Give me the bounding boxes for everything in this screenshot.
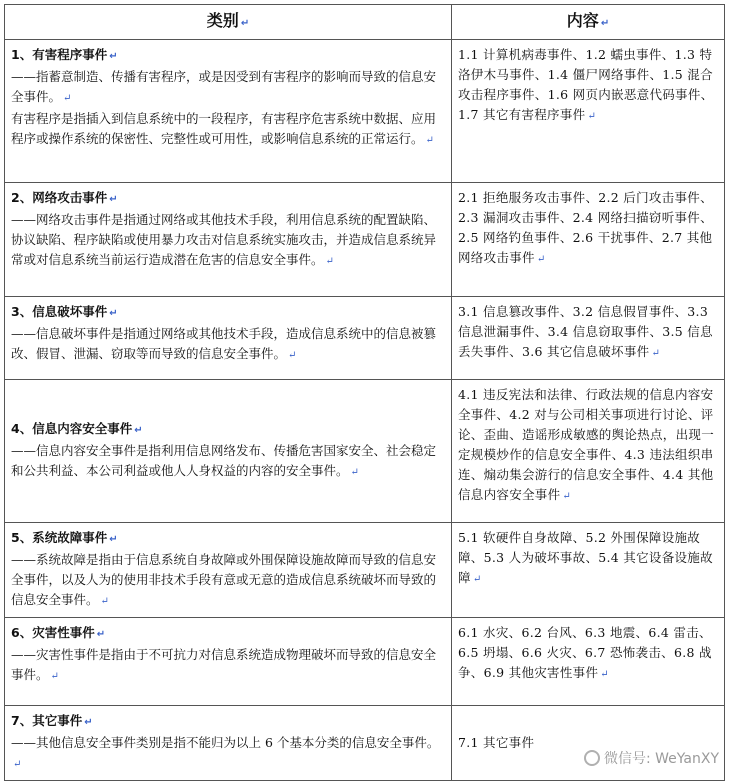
content-cell: 1.1 计算机病毒事件、1.2 蠕虫事件、1.3 特洛伊木马事件、1.4 僵尸网络事件、1.5 混合攻击程序事件、1.6 网页内嵌恶意代码事件、1.7 其它有害程序事件 ↵ xyxy=(452,40,725,183)
category-desc: ——网络攻击事件是指通过网络或其他技术手段，利用信息系统的配置缺陷、协议缺陷、程序缺陷或使用暴力攻击对信息系统实施攻击，并造成信息系统异常或对信息系统当前运行造成潜在危害的信息安全事件。 ↵ xyxy=(11,212,437,267)
category-desc: ——灾害性事件是指由于不可抗力对信息系统造成物理破坏而导致的信息安全事件。 ↵ xyxy=(11,647,437,682)
category-title: 2、网络攻击事件 ↵ xyxy=(11,190,118,205)
category-title: 1、有害程序事件 ↵ xyxy=(11,47,118,62)
content-cell: 2.1 拒绝服务攻击事件、2.2 后门攻击事件、2.3 漏洞攻击事件、2.4 网络扫描窃听事件、2.5 网络钓鱼事件、2.6 干扰事件、2.7 其他网络攻击事件 ↵ xyxy=(452,183,725,297)
event-category-table xyxy=(4,4,725,781)
content-cell: 7.1 其它事件 xyxy=(452,706,725,781)
watermark-text: 微信号: WeYanXY xyxy=(603,751,719,767)
content-cell: 6.1 水灾、6.2 台风、6.3 地震、6.4 雷击、6.5 坍塌、6.6 火灾、6.7 恐怖袭击、6.8 战争、6.9 其他灾害性事件 ↵ xyxy=(452,618,725,706)
category-title: 6、灾害性事件 ↵ xyxy=(11,625,106,640)
table-row xyxy=(5,380,725,523)
category-cell xyxy=(5,40,452,183)
category-cell xyxy=(5,297,452,380)
content-cell: 4.1 违反宪法和法律、行政法规的信息内容安全事件、4.2 对与公司相关事项进行讨论、评论、歪曲、造谣形成敏感的舆论热点，出现一定规模炒作的信息安全事件、4.3 违法组织串连、煽动集会游行的信息安全事件、4.4 其他信息内容安全事件 ↵ xyxy=(452,380,725,523)
category-desc: ——系统故障是指由于信息系统自身故障或外围保障设施故障而导致的信息安全事件，以及人为的使用非技术手段有意或无意的造成信息系统破坏而导致的信息安全事件。 ↵ xyxy=(11,552,437,607)
table-row xyxy=(5,40,725,183)
table-row xyxy=(5,706,725,781)
wechat-icon xyxy=(584,750,600,766)
header-category: 类别 ↵ xyxy=(5,5,452,40)
category-title: 5、系统故障事件 ↵ xyxy=(11,530,118,545)
category-desc: 有害程序是指插入到信息系统中的一段程序，有害程序危害系统中数据、应用程序或操作系统的保密性、完整性或可用性，或影响信息系统的正常运行。 ↵ xyxy=(11,111,437,146)
category-title: 3、信息破坏事件 ↵ xyxy=(11,304,118,319)
table-row xyxy=(5,618,725,706)
content-cell: 5.1 软硬件自身故障、5.2 外围保障设施故障、5.3 人为破坏事故、5.4 其它设备设施故障 ↵ xyxy=(452,523,725,618)
category-desc: ——其他信息安全事件类别是指不能归为以上 6 个基本分类的信息安全事件。↵ xyxy=(11,735,440,770)
category-desc: ——指蓄意制造、传播有害程序，或是因受到有害程序的影响而导致的信息安全事件。 ↵ xyxy=(11,69,437,104)
category-cell xyxy=(5,618,452,706)
category-desc: ——信息内容安全事件是指利用信息网络发布、传播危害国家安全、社会稳定和公共利益、本公司利益或他人人身权益的内容的安全事件。 ↵ xyxy=(11,443,437,478)
category-cell xyxy=(5,706,452,781)
header-content: 内容 ↵ xyxy=(452,5,725,40)
category-desc: ——信息破坏事件是指通过网络或其他技术手段，造成信息系统中的信息被篡改、假冒、泄漏、窃取等而导致的信息安全事件。 ↵ xyxy=(11,326,437,361)
category-cell xyxy=(5,523,452,618)
category-title: 7、其它事件 ↵ xyxy=(11,713,93,728)
category-cell xyxy=(5,380,452,523)
content-cell: 3.1 信息篡改事件、3.2 信息假冒事件、3.3 信息泄漏事件、3.4 信息窃取事件、3.5 信息丢失事件、3.6 其它信息破坏事件 ↵ xyxy=(452,297,725,380)
table-header-row xyxy=(5,5,725,40)
category-cell xyxy=(5,183,452,297)
table-row xyxy=(5,297,725,380)
wechat-watermark xyxy=(584,748,719,768)
table-row xyxy=(5,183,725,297)
table-row xyxy=(5,523,725,618)
category-title: 4、信息内容安全事件 ↵ xyxy=(11,421,143,436)
